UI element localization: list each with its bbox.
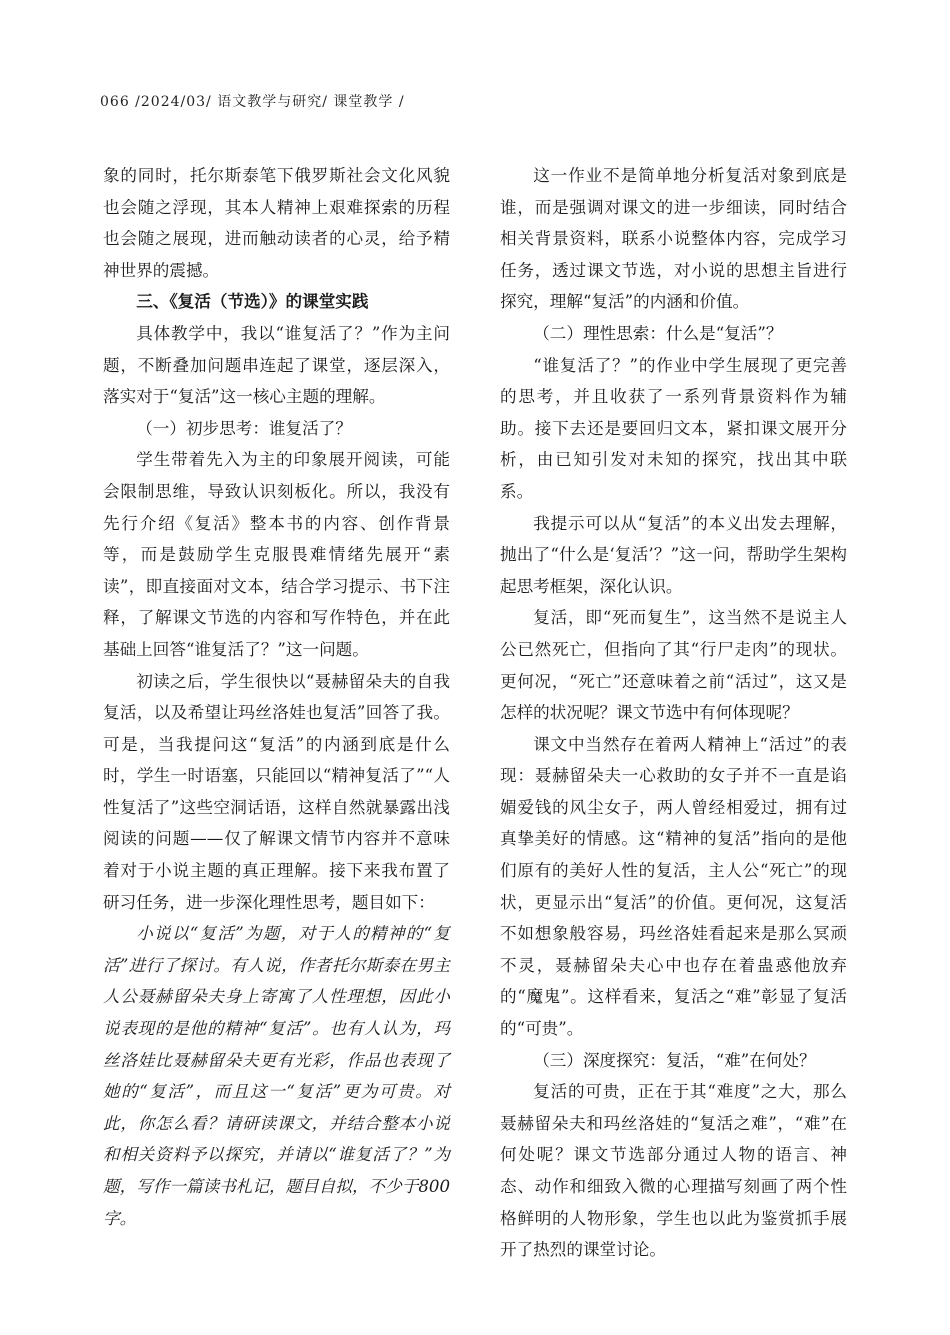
paragraph: 学生带着先入为主的印象展开阅读，可能会限制思维，导致认识刻板化。所以，我没有先行介绍《复活》整本书的内容、创作背景等，而是鼓励学生克服畏难情绪先展开“素读”，即直接面对文本，结合学习提示、书下注释，了解课文节选的内容和写作特色，并在此基础上回答“谁复活了？”这一问题。 <box>103 450 450 659</box>
left-column <box>103 160 450 1234</box>
page-header: 066 /2024/03/ 语文教学与研究/ 课堂教学 / <box>100 94 405 110</box>
paragraph: 复活，即“死而复生”，这当然不是说主人公已然死亡，但指向了其“行尸走肉”的现状。更何况，“死亡”还意味着之前“活过”，这又是怎样的状况呢？课文节选中有何体现呢？ <box>500 608 847 723</box>
paragraph: “谁复活了？”的作业中学生展现了更完善的思考，并且收获了一系列背景资料作为辅助。接下去还是要回归文本，紧扣课文展开分析，由已知引发对未知的探究，找出其中联系。 <box>500 355 847 501</box>
paragraph: 复活的可贵，正在于其“难度”之大，那么聂赫留朵夫和玛丝洛娃的“复活之难”，“难”在何处呢？课文节选部分通过人物的语言、神态、动作和细致入微的心理描写刻画了两个性格鲜明的人物形象，学生也以此为鉴赏抓手展开了热烈的课堂讨论。 <box>500 1082 847 1260</box>
paragraph: 象的同时，托尔斯泰笔下俄罗斯社会文化风貌也会随之浮现，其本人精神上艰难探索的历程也会随之展现，进而触动读者的心灵，给予精神世界的震撼。 <box>103 166 450 280</box>
paragraph: 这一作业不是简单地分析复活对象到底是谁，而是强调对课文的进一步细读，同时结合相关背景资料，联系小说整体内容，完成学习任务，透过课文节选，对小说的思想主旨进行探究，理解“复活”的内涵和价值。 <box>500 166 847 312</box>
paragraph: 具体教学中，我以“谁复活了？”作为主问题，不断叠加问题串连起了课堂，逐层深入，落实对于“复活”这一核心主题的理解。 <box>103 323 450 407</box>
section-heading: 三、《复活（节选）》的课堂实践 <box>136 291 369 312</box>
subsection-heading: （一）初步思考：谁复活了？ <box>136 418 352 438</box>
assignment-prompt: 小说以“复活”为题，对于人的精神的“复活”进行了探讨。有人说，作者托尔斯泰在男主人公聂赫留朵夫身上寄寓了人性理想，因此小说表现的是他的精神“复活”。也有人认为，玛丝洛娃比聂赫留朵夫更有光彩，作品也表现了她的“复活”，而且这一“复活”更为可贵。对此，你怎么看？请研读课文，并结合整本小说和相关资料予以探究，并请以“谁复活了？”为题，写作一篇读书札记，题目自拟，不少于800字。 <box>103 924 450 1228</box>
right-column <box>500 160 847 1266</box>
paragraph: 我提示可以从“复活”的本义出发去理解，抛出了“什么是‘复活’？”这一问，帮助学生架构起思考框架，深化认识。 <box>500 513 847 596</box>
subsection-heading: （三）深度探究：复活，“难”在何处？ <box>533 1050 816 1070</box>
subsection-heading: （二）理性思索：什么是“复活”？ <box>533 323 783 343</box>
paragraph: 课文中当然存在着两人精神上“活过”的表现：聂赫留朵夫一心救助的女子并不一直是谄媚爱钱的风尘女子，两人曾经相爱过，拥有过真挚美好的情感。这“精神的复活”指向的是他们原有的美好人性的复活，主人公“死亡”的现状，更显示出“复活”的价值。更何况，这复活不如想象般容易，玛丝洛娃看起来是那么冥顽不灵，聂赫留朵夫心中也存在着蛊惑他放弃的“魔鬼”。这样看来，复活之“难”彰显了复活的“可贵”。 <box>500 734 847 1039</box>
paragraph: 初读之后，学生很快以“聂赫留朵夫的自我复活，以及希望让玛丝洛娃也复活”回答了我。可是，当我提问这“复活”的内涵到底是什么时，学生一时语塞，只能回以“精神复活了”“人性复活了”这些空洞话语，这样自然就暴露出浅阅读的问题——仅了解课文情节内容并不意味着对于小说主题的真正理解。接下来我布置了研习任务，进一步深化理性思考，题目如下： <box>103 671 450 912</box>
